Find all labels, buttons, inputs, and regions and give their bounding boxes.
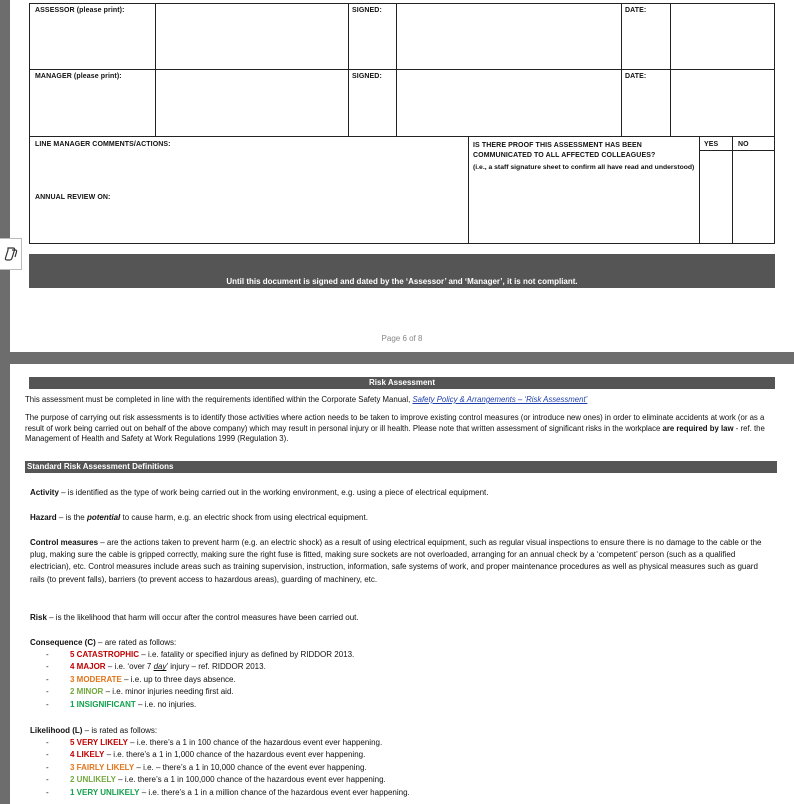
safety-policy-link[interactable]: Safety Policy & Arrangements – ‘Risk Assessment’ bbox=[412, 395, 588, 404]
list-item: - 3 FAIRLY LIKELY – i.e. – there’s a 1 in 10,000 chance of the event ever happening. bbox=[46, 762, 367, 772]
list-item: - 5 CATASTROPHIC – i.e. fatality or specified injury as defined by RIDDOR 2013. bbox=[46, 650, 355, 659]
consequence-1-label: 1 INSIGNIFICANT bbox=[70, 699, 136, 709]
risk-assessment-title: Risk Assessment bbox=[369, 378, 435, 387]
list-item: - 2 UNLIKELY – i.e. there’s a 1 in 100,000 chance of the hazardous event ever happening. bbox=[46, 775, 386, 785]
control-text: – are the actions taken to prevent harm (e.g. an electric shock) as a result of using electrical equipment, such as regular visual inspections to ensure there is no damage to the cable or the plug, making sure the cable is gripped correctly, making sure the right fuse is fitted, making sure sockets are not overloaded, arranging for an annual check by a ‘competent’ person (such as a qualified electrician), etc. Control measures include areas such as training supervision, instruction, information, safe systems of work, and proper maintenance procedures as well as physical measures such as guard rails (to prevent falls), barriers (to prevent access to hazardous areas), guarding of machinery, etc. bbox=[30, 538, 762, 584]
likelihood-text: – is rated as follows: bbox=[82, 726, 158, 735]
consequence-text: – are rated as follows: bbox=[95, 638, 177, 647]
intro-paragraph bbox=[25, 395, 777, 406]
likelihood-definition bbox=[30, 725, 780, 738]
likelihood-2-text: – i.e. there’s a 1 in 100,000 chance of the hazardous event ever happening. bbox=[115, 775, 386, 785]
consequence-3-label: 3 MODERATE bbox=[70, 674, 122, 684]
yes-checkbox-cell[interactable] bbox=[700, 151, 731, 243]
consequence-4-emph: day bbox=[153, 662, 167, 672]
likelihood-5-text: – i.e. there’s a 1 in 100 chance of the hazardous event ever happening. bbox=[127, 738, 383, 747]
proof-note: (i.e., a staff signature sheet to confirm all have read and understood) bbox=[473, 164, 695, 171]
activity-text: – is identified as the type of work being carried out in the working environment, e.g. using a piece of electrical equipment. bbox=[58, 488, 489, 497]
line-manager-comments-label: LINE MANAGER COMMENTS/ACTIONS: bbox=[35, 141, 171, 148]
manager-label: MANAGER (please print): bbox=[35, 73, 122, 80]
control-term: Control measures bbox=[30, 538, 99, 547]
annual-review-label: ANNUAL REVIEW ON: bbox=[35, 194, 111, 201]
manager-date-field[interactable] bbox=[671, 70, 774, 136]
list-item: - 2 MINOR – i.e. minor injuries needing first aid. bbox=[46, 687, 234, 697]
page-number: Page 6 of 8 bbox=[381, 334, 423, 343]
consequence-4-label: 4 MAJOR bbox=[70, 662, 106, 672]
risk-assessment-header bbox=[29, 377, 775, 389]
hazard-text-2: to cause harm, e.g. an electric shock from using electrical equipment. bbox=[120, 513, 368, 522]
assessor-label: ASSESSOR (please print): bbox=[35, 7, 125, 14]
risk-term: Risk bbox=[30, 613, 47, 622]
compliance-banner-text: Until this document is signed and dated by the ‘Assessor’ and ‘Manager’, it is not compliant. bbox=[226, 277, 578, 286]
list-item: - 5 VERY LIKELY – i.e. there’s a 1 in 100 chance of the hazardous event ever happening. bbox=[46, 738, 383, 747]
no-label: NO bbox=[738, 141, 749, 148]
risk-definition bbox=[30, 612, 780, 625]
activity-definition bbox=[30, 487, 780, 500]
hazard-potential: potential bbox=[86, 513, 121, 522]
proof-question: IS THERE PROOF THIS ASSESSMENT HAS BEEN COMMUNICATED TO ALL AFFECTED COLLEAGUES? bbox=[473, 142, 656, 159]
purpose-text-1: The purpose of carrying out risk assessments is to identify those activities where action needs to be taken to improve existing control measures (or introduce new ones) in order to eliminate accidents at work (or as a result of work being carried out on behalf of the above company) which may result in personal injury or ill health. Please note that written assessment of significant risks in the workplace bbox=[25, 413, 765, 433]
likelihood-1-label: 1 VERY UNLIKELY bbox=[70, 787, 140, 797]
annual-review-field[interactable] bbox=[150, 196, 460, 240]
hazard-text-1: – is the bbox=[56, 513, 87, 522]
likelihood-4-text: – i.e. there’s a 1 in 1,000 chance of the hazardous event ever happening. bbox=[104, 750, 366, 760]
likelihood-1-text: – i.e. there’s a 1 in a million chance of the hazardous event ever happening. bbox=[139, 787, 410, 797]
likelihood-2-label: 2 UNLIKELY bbox=[70, 775, 116, 785]
copilot-icon-glyph bbox=[4, 247, 18, 261]
manager-name-field[interactable] bbox=[156, 70, 347, 136]
manager-signature-field[interactable] bbox=[397, 70, 620, 136]
likelihood-3-text: – i.e. – there’s a 1 in 10,000 chance of the event ever happening. bbox=[134, 762, 367, 772]
consequence-5-label: 5 CATASTROPHIC bbox=[70, 650, 140, 659]
consequence-4-text-2: ’ injury – ref. RIDDOR 2013. bbox=[166, 662, 266, 672]
intro-text: This assessment must be completed in line with the requirements identified within the Corporate Safety Manual, bbox=[25, 395, 413, 404]
likelihood-3-label: 3 FAIRLY LIKELY bbox=[70, 762, 135, 772]
consequence-list bbox=[46, 649, 354, 711]
assessor-date-label: DATE: bbox=[625, 7, 647, 14]
line-manager-comments-field[interactable] bbox=[150, 140, 460, 190]
likelihood-4-label: 4 LIKELY bbox=[70, 750, 105, 760]
list-item: - 1 VERY UNLIKELY – i.e. there’s a 1 in a million chance of the hazardous event ever happening. bbox=[46, 787, 410, 797]
assessor-signature-field[interactable] bbox=[397, 4, 620, 69]
compliance-banner bbox=[29, 254, 775, 288]
document-page-7 bbox=[10, 364, 794, 804]
list-item: - 3 MODERATE – i.e. up to three days absence. bbox=[46, 674, 236, 684]
consequence-definition bbox=[30, 637, 780, 650]
list-item: - 1 INSIGNIFICANT – i.e. no injuries. bbox=[46, 699, 197, 709]
manager-signed-label: SIGNED: bbox=[352, 73, 382, 80]
risk-text: – is the likelihood that harm will occur after the control measures have been carried out. bbox=[46, 613, 359, 622]
control-measures-definition bbox=[30, 537, 771, 586]
hazard-definition bbox=[30, 512, 780, 525]
assessor-name-field[interactable] bbox=[156, 4, 347, 69]
no-checkbox-cell[interactable] bbox=[733, 151, 774, 243]
consequence-2-text: – i.e. minor injuries needing first aid. bbox=[103, 687, 234, 697]
yes-label: YES bbox=[704, 141, 719, 148]
document-page-6 bbox=[10, 0, 794, 352]
list-item: - 4 MAJOR – i.e. ‘over 7 day’ injury – ref. RIDDOR 2013. bbox=[46, 662, 266, 672]
purpose-text-2: - ref. the Management of Health and Safety at Work Regulations 1999 (Regulation 3). bbox=[25, 423, 765, 444]
consequence-4-text-1: – i.e. ‘over 7 bbox=[105, 662, 154, 672]
activity-term: Activity bbox=[30, 488, 59, 497]
purpose-bold: are required by law bbox=[662, 423, 734, 433]
assessor-signed-label: SIGNED: bbox=[352, 7, 382, 14]
list-item: - 4 LIKELY – i.e. there’s a 1 in 1,000 chance of the hazardous event ever happening. bbox=[46, 750, 366, 760]
hazard-term: Hazard bbox=[30, 513, 57, 522]
definitions-title: Standard Risk Assessment Definitions bbox=[27, 462, 174, 471]
purpose-paragraph bbox=[25, 413, 777, 445]
likelihood-list bbox=[46, 737, 410, 799]
likelihood-term: Likelihood (L) bbox=[30, 726, 83, 735]
consequence-2-label: 2 MINOR bbox=[70, 687, 104, 697]
consequence-5-text: – i.e. fatality or specified injury as defined by RIDDOR 2013. bbox=[139, 650, 355, 659]
consequence-3-text: – i.e. up to three days absence. bbox=[121, 674, 236, 684]
consequence-term: Consequence (C) bbox=[30, 638, 96, 647]
assessor-date-field[interactable] bbox=[671, 4, 774, 69]
definitions-header bbox=[25, 461, 777, 473]
manager-date-label: DATE: bbox=[625, 73, 647, 80]
consequence-1-text: – i.e. no injuries. bbox=[135, 699, 197, 709]
likelihood-5-label: 5 VERY LIKELY bbox=[70, 738, 128, 747]
copilot-icon[interactable] bbox=[0, 238, 22, 270]
